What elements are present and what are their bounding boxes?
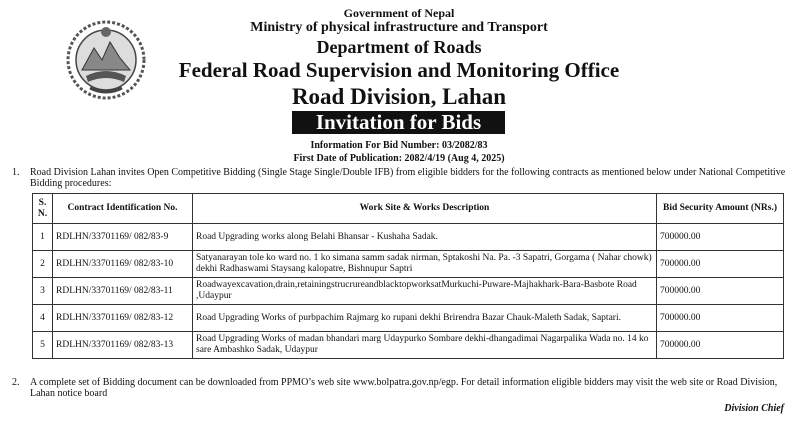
table-row [33,305,784,332]
office-title: Federal Road Supervision and Monitoring Office [178,58,620,82]
row-contract: RDLHN/33701169/ 082/83-9 [53,224,193,251]
invitation-banner: Invitation for Bids [292,111,505,134]
header-sn: S. N. [33,194,53,224]
division-title: Road Division, Lahan [291,84,507,109]
row-amount: 700000.00 [657,278,784,305]
row-work: Roadwayexcavation,drain,retainingstrucrureandblacktopworksatMurkuchi-Puware-Majhakhark-Bara-Basbote Road ,Udaypur [193,278,657,305]
bid-number: Information For Bid Number: 03/2082/83 [310,140,488,151]
header-work: Work Site & Works Description [193,194,657,224]
table-row [33,224,784,251]
row-sn: 1 [33,224,53,251]
government-title: Government of Nepal [343,6,455,20]
row-contract: RDLHN/33701169/ 082/83-13 [53,332,193,359]
table-header-row [33,194,784,224]
paragraph-2-text: A complete set of Bidding document can be downloaded from PPMO’s web site www.bolpatra.gov.np/egp. For detail information eligible bidders may visit the web site or Road Division, Lahan notice board [30,377,778,399]
contracts-table [32,193,784,359]
row-amount: 700000.00 [657,305,784,332]
row-work: Road Upgrading Works of madan bhandari marg Udaypurko Sombare dekhi-dhangadimai Nagarpalika Wada no. 14 ko sare Ambashko Sadak, Udaypur [193,332,657,359]
signature: Division Chief [724,403,784,414]
row-work: Satyanarayan tole ko ward no. 1 ko simana samm sadak nirman, Sptakoshi Na. Pa. -3 Sapatri, Gorgama ( Nahar chowk) dekhi Radhaswami Staysang kalopatre, Bishnupur Saptri [193,251,657,278]
row-work: Road Upgrading Works of purbpachim Rajmarg ko rupani dekhi Brirendra Bazar Chauk-Maleth Sadak, Saptari. [193,305,657,332]
publication-date: First Date of Publication: 2082/4/19 (Aug 4, 2025) [293,153,505,164]
row-contract: RDLHN/33701169/ 082/83-11 [53,278,193,305]
row-sn: 5 [33,332,53,359]
row-sn: 3 [33,278,53,305]
paragraph-2-number: 2. [12,377,20,388]
header-contract: Contract Identification No. [53,194,193,224]
row-amount: 700000.00 [657,224,784,251]
row-amount: 700000.00 [657,251,784,278]
table-row [33,278,784,305]
paragraph-1-number: 1. [12,167,20,178]
row-sn: 4 [33,305,53,332]
ministry-title: Ministry of physical infrastructure and Transport [250,20,548,35]
row-contract: RDLHN/33701169/ 082/83-12 [53,305,193,332]
table-row [33,251,784,278]
table-row [33,332,784,359]
row-contract: RDLHN/33701169/ 082/83-10 [53,251,193,278]
header-security: Bid Security Amount (NRs.) [657,194,784,224]
row-amount: 700000.00 [657,332,784,359]
department-title: Department of Roads [316,37,482,57]
row-work: Road Upgrading works along Belahi Bhansar - Kushaha Sadak. [193,224,657,251]
paragraph-1-text: Road Division Lahan invites Open Competitive Bidding (Single Stage Single/Double IFB) from eligible bidders for the following contracts as mentioned below under National Competitive Bidding procedures: [30,167,786,189]
row-sn: 2 [33,251,53,278]
